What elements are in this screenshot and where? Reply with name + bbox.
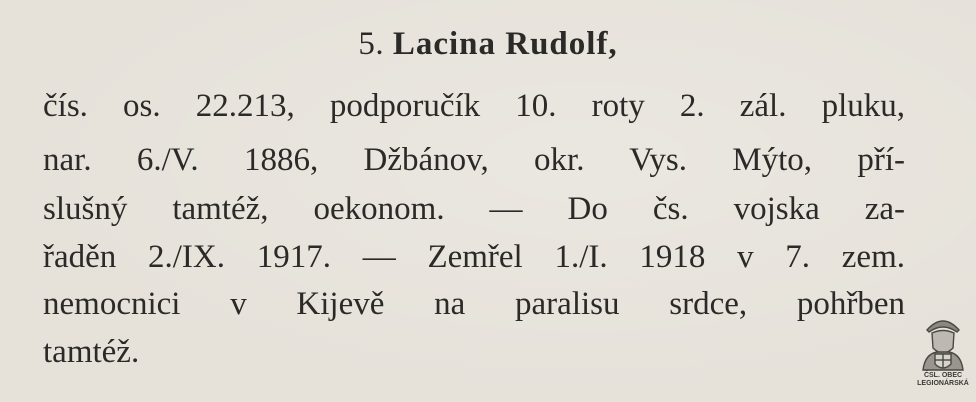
- entry-text-line: čís. os. 22.213, podporučík 10. roty 2. zál. pluku,: [43, 88, 905, 124]
- entry-number: 5.: [358, 26, 385, 62]
- entry-name: Lacina Rudolf,: [392, 26, 618, 62]
- entry-text-line: nemocnici v Kijevě na paralisu srdce, pohřben: [43, 286, 905, 322]
- entry-heading: [0, 26, 976, 63]
- stamp-caption-line1: ČSL. OBEC: [923, 372, 963, 379]
- entry-text-line: nar. 6./V. 1886, Džbánov, okr. Vys. Mýto, pří-: [43, 142, 905, 178]
- entry-text-line: tamtéž.: [43, 334, 140, 370]
- entry-text-line: řaděn 2./IX. 1917. — Zemřel 1./I. 1918 v 7. zem.: [43, 239, 905, 275]
- entry-text-line: slušný tamtéž, oekonom. — Do čs. vojska za-: [43, 191, 905, 227]
- stamp-caption: [913, 372, 973, 388]
- stamp-caption-line2: LEGIONÁRSKÁ: [917, 380, 969, 387]
